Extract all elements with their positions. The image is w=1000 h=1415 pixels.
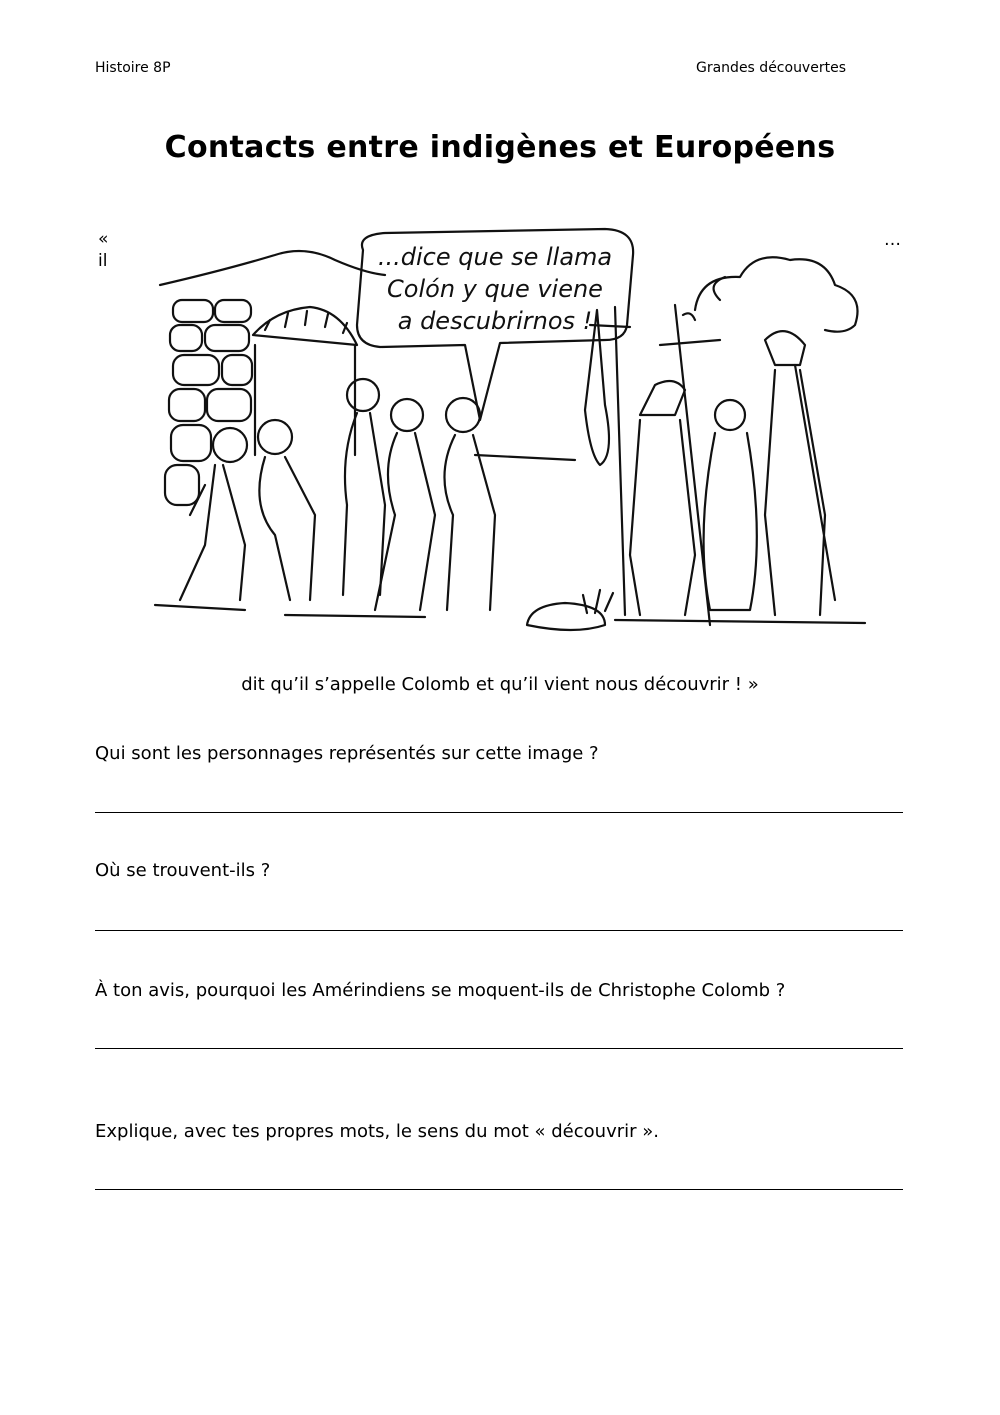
page-title: Contacts entre indigènes et Européens [164, 130, 836, 165]
question-3: À ton avis, pourquoi les Amérindiens se moquent-ils de Christophe Colomb ? [95, 980, 786, 1001]
speech-line-1: ...dice que se llama [377, 243, 613, 271]
header-left: Histoire 8P [95, 60, 171, 76]
quote-il: il [98, 251, 108, 271]
cartoon-illustration [135, 215, 870, 645]
natives-group [180, 379, 575, 610]
quote-ellipsis: … [884, 230, 901, 250]
ground-line [155, 605, 865, 623]
cross [660, 305, 720, 625]
rock [527, 603, 605, 630]
speech-line-3: a descubrirnos ! [397, 307, 593, 335]
europeans-group [630, 331, 835, 615]
answer-line-3[interactable] [95, 1048, 903, 1049]
caption: dit qu’il s’appelle Colomb et qu’il vient nous découvrir ! » [241, 674, 759, 695]
mountain-line [160, 251, 385, 285]
question-1: Qui sont les personnages représentés sur cette image ? [95, 743, 599, 764]
speech-line-2: Colón y que viene [387, 275, 603, 303]
answer-line-1[interactable] [95, 812, 903, 813]
answer-line-4[interactable] [95, 1189, 903, 1190]
question-4: Explique, avec tes propres mots, le sens du mot « découvrir ». [95, 1121, 659, 1142]
quote-prefix [98, 228, 108, 272]
question-2: Où se trouvent-ils ? [95, 860, 271, 881]
stone-wall [165, 300, 252, 505]
header-right: Grandes découvertes [696, 60, 846, 76]
quote-open-mark: « [98, 229, 109, 249]
cloud [695, 257, 858, 331]
answer-line-2[interactable] [95, 930, 903, 931]
